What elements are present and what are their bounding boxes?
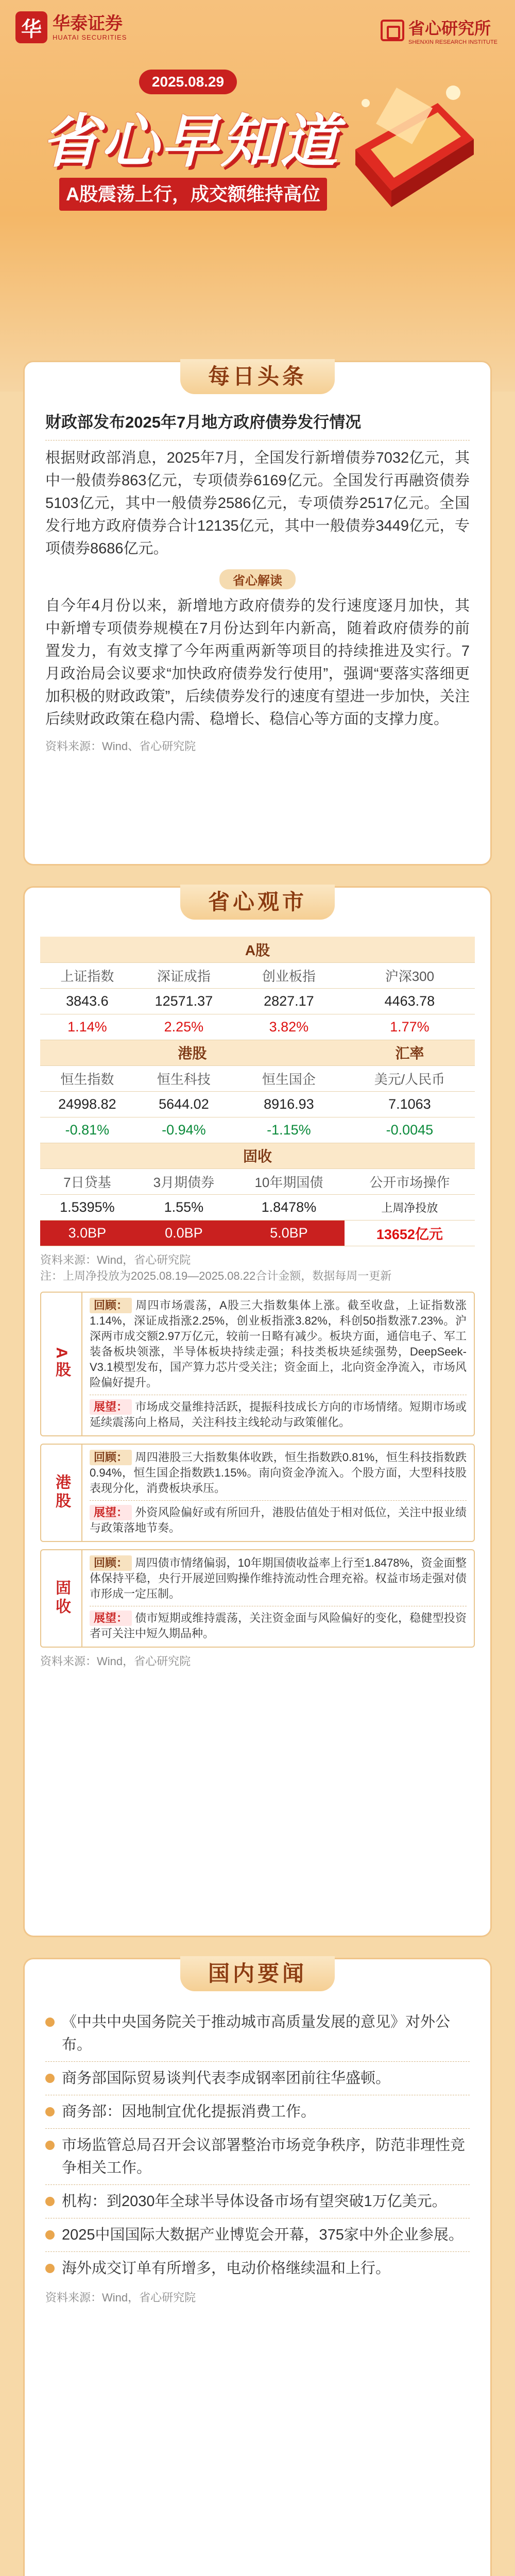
interpretation-label: 省心解读 [219, 569, 296, 589]
news-text: 机构：到2030年全球半导体设备市场有望突破1万亿美元。 [62, 2193, 447, 2210]
bullet-icon [45, 2197, 55, 2206]
bond-value: 上周净投放 [345, 1194, 475, 1220]
list-item [45, 2134, 470, 2179]
hk-commentary-label: 港股 [41, 1445, 82, 1541]
index-change-up: 2.25% [134, 1014, 233, 1040]
bond-value: 1.55% [134, 1194, 233, 1220]
headline-body: 根据财政部消息，2025年7月，全国发行新增债券7032亿元，其中一般债券863亿元，专项债券6169亿元。全国发行再融资债券5103亿元，其中一般债券2586亿元，专项债券2517亿元。全国发行地方政府债券合计12135亿元，其中一般债券3449亿元，专项债券8686亿元。 [45, 450, 470, 557]
bond-review [90, 1555, 467, 1602]
bond-name: 公开市场操作 [345, 1168, 475, 1194]
bond-name: 10年期国债 [233, 1168, 345, 1194]
index-value: 8916.93 [233, 1091, 345, 1117]
list-item [45, 2011, 470, 2056]
bond-outlook-text: 债市短期或维持震荡，关注资金面与风险偏好的变化，稳健型投资者可关注中短久期品种。 [90, 1611, 467, 1640]
bullet-icon [45, 2018, 55, 2027]
bond-change: 0.0BP [134, 1220, 233, 1246]
bullet-icon [45, 2264, 55, 2273]
divider [90, 1500, 467, 1501]
index-value: 2827.17 [233, 988, 345, 1014]
brand-name: 华泰证券 [53, 13, 123, 33]
list-item [45, 2100, 470, 2123]
bond-name: 7日贷基 [40, 1168, 134, 1194]
index-value: 24998.82 [40, 1091, 134, 1117]
market-note: 资料来源：Wind，省心研究院 [40, 1253, 191, 1266]
bond-change: 5.0BP [233, 1220, 345, 1246]
hk-review-text: 周四港股三大指数集体收跌，恒生指数跌0.81%，恒生科技指数跌0.94%，恒生国企指数跌1.15%。南向资金净流入。个股方面，大型科技股表现分化，消费板块承压。 [90, 1450, 467, 1495]
page-header [0, 0, 515, 392]
index-change-down: -0.94% [134, 1117, 233, 1143]
index-value: 3843.6 [40, 988, 134, 1014]
index-change-down: -0.81% [40, 1117, 134, 1143]
list-item [45, 2224, 470, 2246]
bullet-icon [45, 2230, 55, 2240]
index-change-down: -0.0045 [345, 1117, 475, 1143]
issue-date: 2025.08.29 [139, 70, 237, 94]
a-share-label: A股 [40, 937, 475, 962]
bond-value: 1.5395% [40, 1194, 134, 1220]
index-value: 4463.78 [345, 988, 475, 1014]
interpretation-body: 自今年4月份以来，新增地方政府债券的发行速度逐月加快，其中新增专项债券规模在7月份达到年内新高，随着政府债券的前置发力，有效支撑了今年两重两新等项目的持续推进及实行。7月政治局会议要求“加快政府债券发行使用”，强调“要落实落细更加积极的财政政策”，后续债券发行的速度有望进一步加快，关注后续财政政策在稳内需、稳增长、稳信心等方面的支撑力度。 [45, 598, 470, 727]
index-name: 恒生国企 [233, 1065, 345, 1091]
page-subtitle: A股震荡上行，成交额维持高位 [59, 178, 327, 211]
index-name: 美元/人民币 [345, 1065, 475, 1091]
a-share-commentary-label: A股 [41, 1293, 82, 1435]
partner-name-en: SHENXIN RESEARCH INSTITUTE [408, 39, 497, 45]
partner-name: 省心研究所 [408, 19, 491, 38]
bond-commentary-label: 固收 [41, 1550, 82, 1647]
shenxin-logo [381, 15, 497, 45]
a-share-review-text: 周四市场震荡，A股三大指数集体上涨。截至收盘，上证指数涨1.14%，深证成指涨2.25%，创业板指涨3.82%，科创50指数涨7.23%。沪深两市成交额2.97万亿元，较前一日略有减少。板块方面，通信电子、军工装备板块领涨，半导体板块持续走强；科技类板块延续强势，DeepSeek-V3.1模型发布，国产算力芯片受关注；资金面上，北向资金净流入，市场风险偏好提升。 [90, 1298, 467, 1389]
fx-label: 汇率 [345, 1040, 475, 1065]
index-name: 沪深300 [345, 962, 475, 988]
index-value: 5644.02 [134, 1091, 233, 1117]
bond-outlook [90, 1611, 467, 1641]
index-name: 恒生指数 [40, 1065, 134, 1091]
market-card [23, 886, 492, 1937]
market-table [40, 937, 475, 1246]
news-text: 海外成交订单有所增多，电动价格继续温和上行。 [62, 2260, 391, 2277]
news-text: 商务部：因地制宜优化提振消费工作。 [62, 2104, 316, 2120]
domestic-news-card [23, 1958, 492, 2576]
headlines-section-title: 每日头条 [180, 359, 335, 394]
a-share-review [90, 1298, 467, 1391]
bullet-icon [45, 2107, 55, 2116]
list-item [45, 2067, 470, 2090]
market-note: 注：上周净投放为2025.08.19—2025.08.22合计金额，数据每周一更新 [40, 1269, 392, 1282]
outlook-tag: 展望： [90, 1505, 132, 1520]
review-tag: 回顾： [90, 1450, 132, 1465]
index-change-up: 3.82% [233, 1014, 345, 1040]
news-text: 《中共中央国务院关于推动城市高质量发展的意见》对外公布。 [62, 2014, 451, 2053]
market-section-title: 省心观市 [180, 885, 335, 920]
huatai-logo [15, 11, 127, 43]
list-item [45, 2190, 470, 2213]
a-share-outlook [90, 1399, 467, 1430]
hk-commentary [40, 1444, 475, 1542]
headlines-source: 资料来源：Wind、省心研究院 [45, 740, 196, 753]
open-market-amount: 13652亿元 [345, 1220, 475, 1246]
a-share-commentary [40, 1292, 475, 1436]
index-name: 创业板指 [233, 962, 345, 988]
bond-value: 1.8478% [233, 1194, 345, 1220]
bond-commentary [40, 1549, 475, 1648]
review-tag: 回顾： [90, 1555, 132, 1571]
bond-change: 3.0BP [40, 1220, 134, 1246]
divider [45, 2061, 470, 2062]
brand-name-en: HUATAI SECURITIES [53, 33, 127, 41]
shenxin-logo-icon [381, 20, 404, 41]
hk-outlook-text: 外资风险偏好或有所回升，港股估值处于相对低位，关注中报业绩与政策落地节奏。 [90, 1505, 467, 1534]
domestic-news-list [45, 2011, 470, 2305]
hk-review [90, 1450, 467, 1496]
bond-review-text: 周四债市情绪偏弱，10年期国债收益率上行至1.8478%，资金面整体保持平稳，央行开展逆回购操作维持流动性合理充裕。权益市场走强对债市形成一定压制。 [90, 1556, 467, 1600]
outlook-tag: 展望： [90, 1399, 132, 1415]
decorative-tablet-icon [335, 72, 489, 227]
news-text: 2025中国国际大数据产业博览会开幕，375家中外企业参展。 [62, 2227, 464, 2243]
news-text: 市场监管总局召开会议部署整治市场竞争秩序，防范非理性竞争相关工作。 [62, 2137, 466, 2176]
bullet-icon [45, 2141, 55, 2150]
domestic-section-title: 国内要闻 [180, 1956, 335, 1991]
headline-title: 财政部发布2025年7月地方政府债券发行情况 [45, 413, 362, 431]
index-change-down: -1.15% [233, 1117, 345, 1143]
index-name: 上证指数 [40, 962, 134, 988]
bond-name: 3月期债券 [134, 1168, 233, 1194]
bond-label: 固收 [40, 1143, 475, 1168]
headlines-card [23, 361, 492, 866]
index-name: 深证成指 [134, 962, 233, 988]
index-name: 恒生科技 [134, 1065, 233, 1091]
news-text: 商务部国际贸易谈判代表李成钢率团前往华盛顿。 [62, 2070, 391, 2087]
review-tag: 回顾： [90, 1298, 132, 1313]
bullet-icon [45, 2074, 55, 2083]
market-source: 资料来源：Wind，省心研究院 [40, 1654, 191, 1668]
divider [45, 2128, 470, 2129]
index-change-up: 1.14% [40, 1014, 134, 1040]
index-value: 7.1063 [345, 1091, 475, 1117]
list-item [45, 2257, 470, 2280]
huatai-logo-icon: 华 [15, 11, 47, 43]
index-value: 12571.37 [134, 988, 233, 1014]
hk-label: 港股 [40, 1040, 345, 1065]
outlook-tag: 展望： [90, 1611, 132, 1626]
page-title: 省心早知道 [41, 109, 340, 174]
a-share-outlook-text: 市场成交量维持活跃，提振科技成长方向的市场情绪。短期市场或延续震荡向上格局，关注科技主线轮动与政策催化。 [90, 1400, 467, 1429]
hk-outlook [90, 1505, 467, 1536]
divider [45, 2251, 470, 2252]
domestic-source: 资料来源：Wind，省心研究院 [45, 2291, 196, 2304]
divider [45, 2184, 470, 2185]
index-change-up: 1.77% [345, 1014, 475, 1040]
